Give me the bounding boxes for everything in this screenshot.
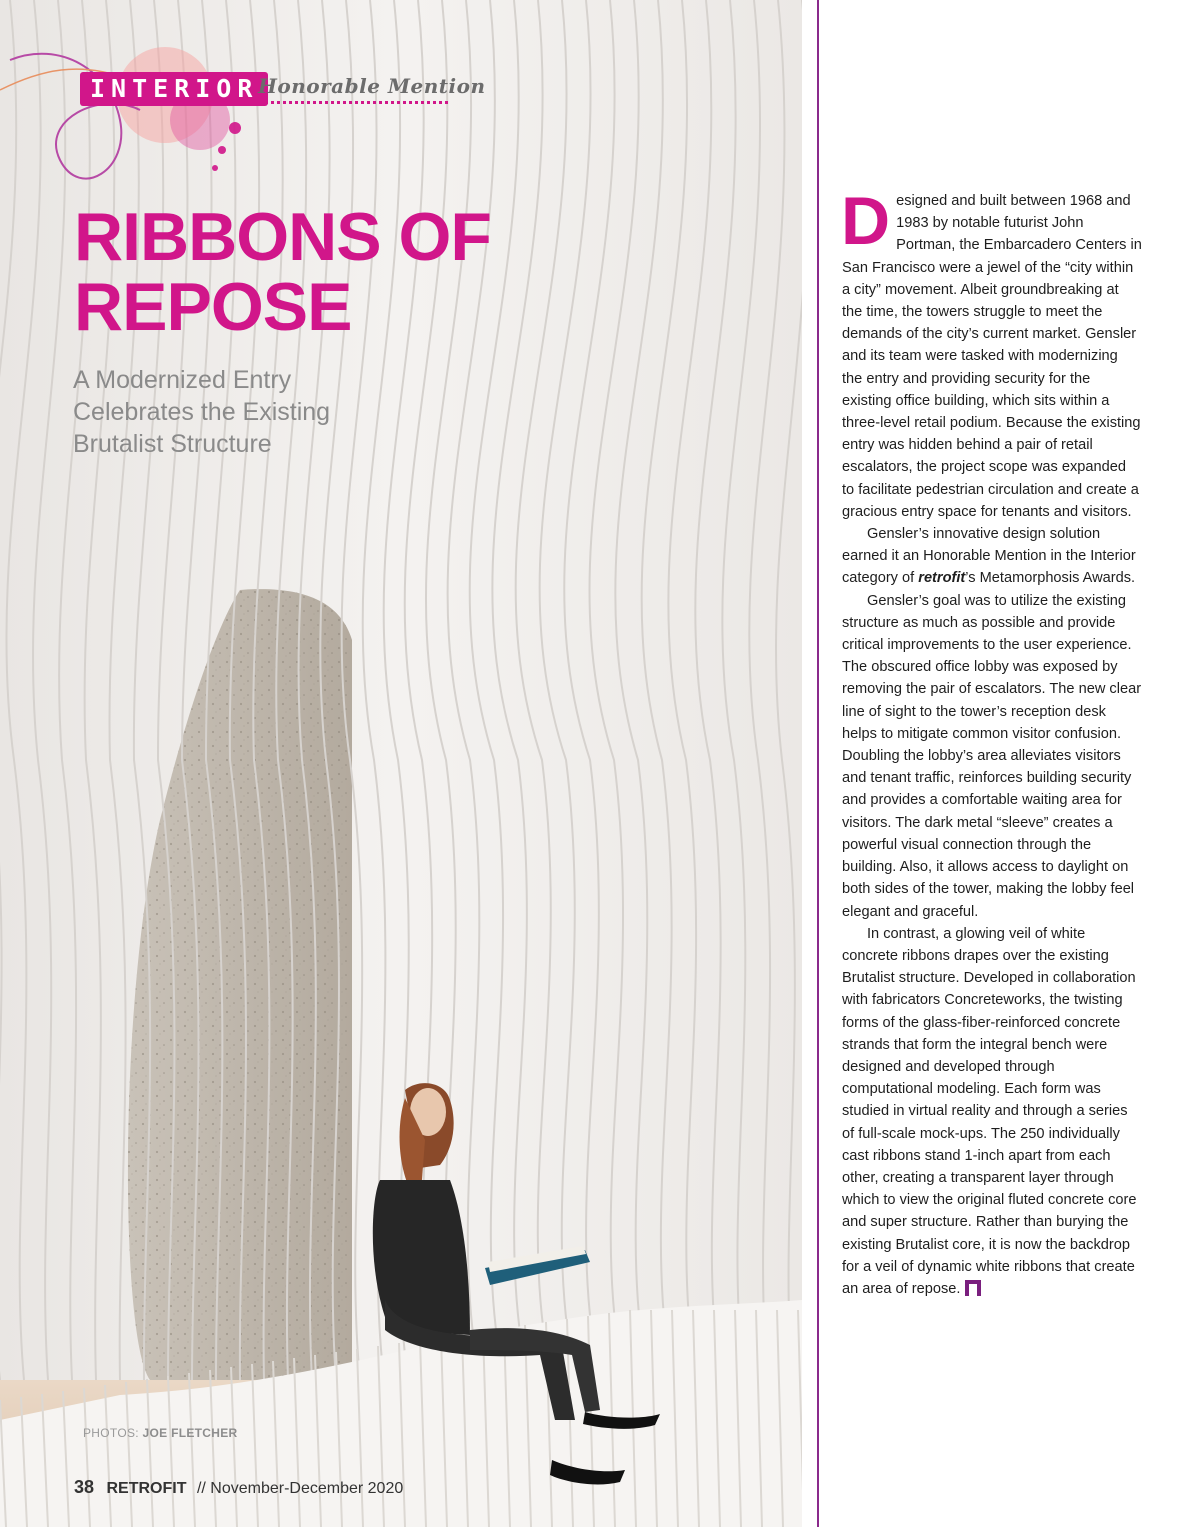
paragraph-2-text-end: ’s Metamorphosis Awards. [965,570,1136,587]
page-number: 38 [74,1477,95,1497]
paragraph-1-text: esigned and built between 1968 and 1983 by notable futurist John Portman, the Embarcadero Centers in San Francisco were a jewel of the “city within a city” movement. Albeit groundbreaking at the time, the towers struggle to meet the demands of the city’s current market. Gensler and its team were tasked with modernizing the entry and providing security for the existing office building, which sits within a three-level retail podium. Because the existing entry was hidden behind a pair of retail escalators, the project scope was expanded to facilitate pedestrian circulation and create a gracious entry space for tenants and visitors. [842,193,1142,520]
issue-date: // November-December 2020 [196,1480,404,1497]
page-title: RIBBONS OF REPOSE [74,199,491,345]
brand-name: retrofit [918,570,966,587]
drop-cap: D [841,183,891,259]
article-body [841,183,1142,1300]
paragraph-2 [842,523,1142,590]
photo-credit [83,1426,237,1440]
page-footer [74,1477,403,1498]
magazine-name: RETROFIT [106,1480,187,1497]
paragraph-3: Gensler’s goal was to utilize the existing structure as much as possible and provide critical improvements to the user experience. The obscured office lobby was exposed by removing the pair of escalators. The new clear line of sight to the tower’s reception desk helps to mitigate common visitor confusion. Doubling the lobby’s area alleviates visitors and tenant traffic, reinforces building security and provides a comfortable waiting area for visitors. The dark metal “sleeve” creates a powerful visual connection through the building. Also, it allows access to daylight on both sides of the tower, making the lobby feel elegant and graceful. [842,592,1142,920]
paragraph-2-text: Gensler’s innovative design solution earned it an Honorable Mention in the Interior category of [842,526,1136,587]
end-of-article-icon [965,1280,981,1296]
dotted-underline [258,101,448,104]
paragraph-4-text: In contrast, a glowing veil of white concrete ribbons drapes over the existing Brutalist structure. Developed in collaboration with fabricators Concreteworks, the twisting forms of the glass-fiber-reinforced concrete strands that form the integral bench were designed and developed through computational modeling. Each form was studied in virtual reality and through a series of full-scale mock-ups. The 250 individually cast ribbons stand 1-inch apart from each other, creating a transparent layer through which to view the original fluted concrete core and super structure. Rather than burying the existing Brutalist core, it is now the backdrop for a veil of dynamic white ribbons that create an area of repose. [842,925,1137,1297]
award-label: Honorable Mention [258,74,486,98]
page-subtitle: A Modernized Entry Celebrates the Existing Brutalist Structure [73,366,331,458]
photo-credit-name: JOE FLETCHER [142,1426,238,1440]
section-tag: INTERIOR [80,72,268,106]
paragraph-1 [841,183,1142,523]
photo-credit-label: PHOTOS: [83,1426,139,1440]
paragraph-4 [842,923,1142,1300]
column-rule [817,0,819,1527]
